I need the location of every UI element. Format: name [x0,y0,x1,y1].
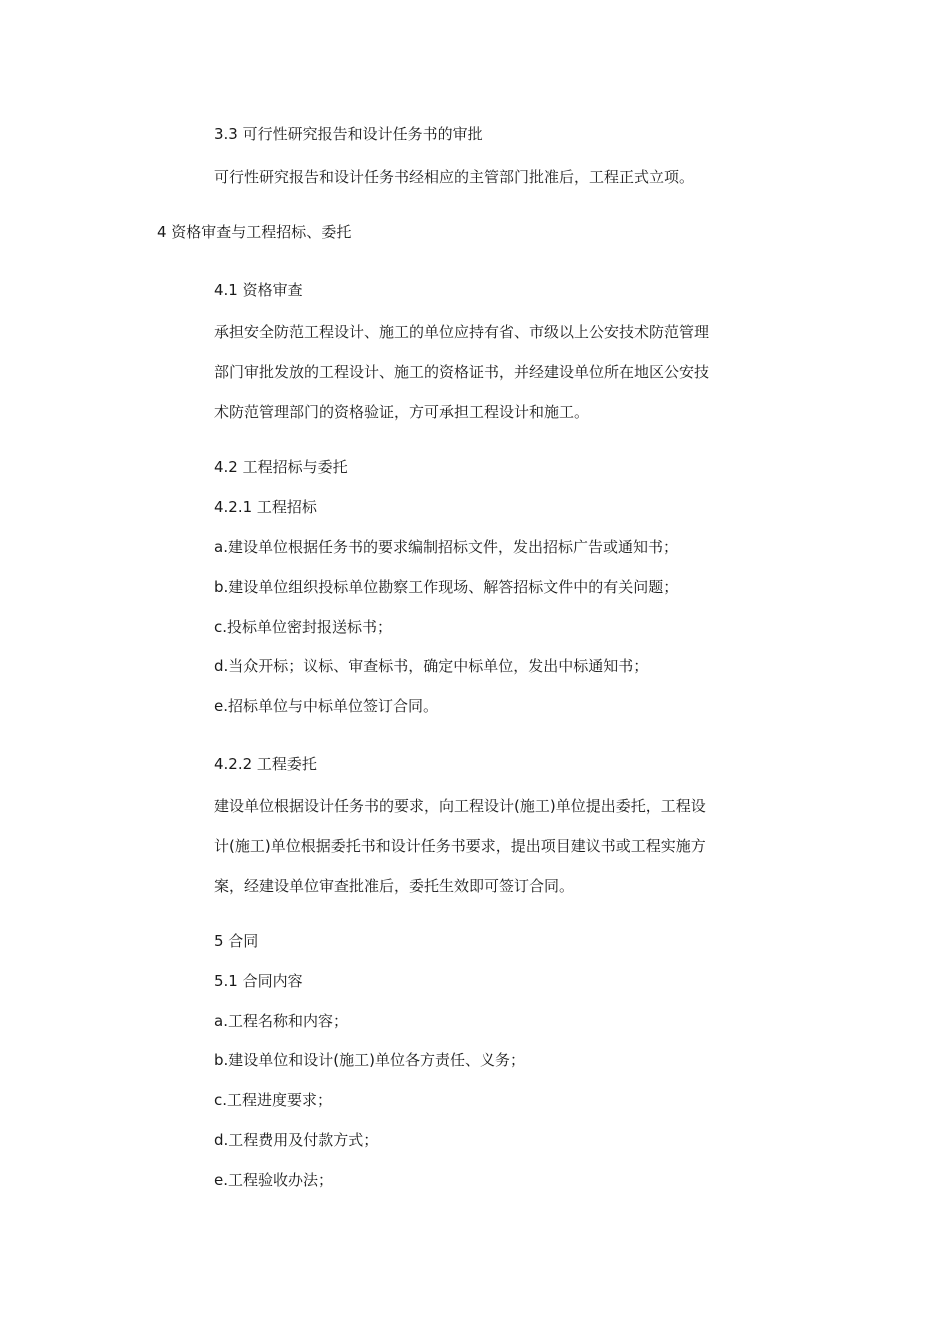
list-item: b.建设单位组织投标单位勘察工作现场、解答招标文件中的有关问题； [214,578,679,596]
list-item: a.工程名称和内容； [214,1012,348,1030]
section-4-1-body-line: 术防范管理部门的资格验证，方可承担工程设计和施工。 [214,403,590,421]
section-3-3-heading: 3.3 可行性研究报告和设计任务书的审批 [214,125,483,143]
section-4-2-2-body-line: 案，经建设单位审查批准后，委托生效即可签订合同。 [214,877,575,895]
section-3-3-body: 可行性研究报告和设计任务书经相应的主管部门批准后，工程正式立项。 [214,168,695,186]
list-item: c.工程进度要求； [214,1091,333,1109]
list-item: a.建设单位根据任务书的要求编制招标文件，发出招标广告或通知书； [214,538,678,556]
section-4-2-1-heading: 4.2.1 工程招标 [214,498,317,516]
list-item: b.建设单位和设计(施工)单位各方责任、义务； [214,1051,525,1069]
list-item: d.当众开标；议标、审查标书，确定中标单位，发出中标通知书； [214,657,649,675]
section-4-2-2-body-line: 建设单位根据设计任务书的要求，向工程设计(施工)单位提出委托，工程设 [214,797,706,815]
list-item: e.招标单位与中标单位签订合同。 [214,697,438,715]
section-4-heading: 4 资格审查与工程招标、委托 [157,223,352,241]
section-4-1-body-line: 承担安全防范工程设计、施工的单位应持有省、市级以上公安技术防范管理 [214,323,710,341]
section-4-1-body-line: 部门审批发放的工程设计、施工的资格证书，并经建设单位所在地区公安技 [214,363,710,381]
list-item: e.工程验收办法； [214,1171,333,1189]
section-4-2-2-heading: 4.2.2 工程委托 [214,755,317,773]
section-5-heading: 5 合同 [214,932,259,950]
section-4-2-heading: 4.2 工程招标与委托 [214,458,348,476]
section-5-1-heading: 5.1 合同内容 [214,972,303,990]
list-item: d.工程费用及付款方式； [214,1131,379,1149]
list-item: c.投标单位密封报送标书； [214,618,393,636]
section-4-1-heading: 4.1 资格审查 [214,281,303,299]
section-4-2-2-body-line: 计(施工)单位根据委托书和设计任务书要求，提出项目建议书或工程实施方 [214,837,706,855]
